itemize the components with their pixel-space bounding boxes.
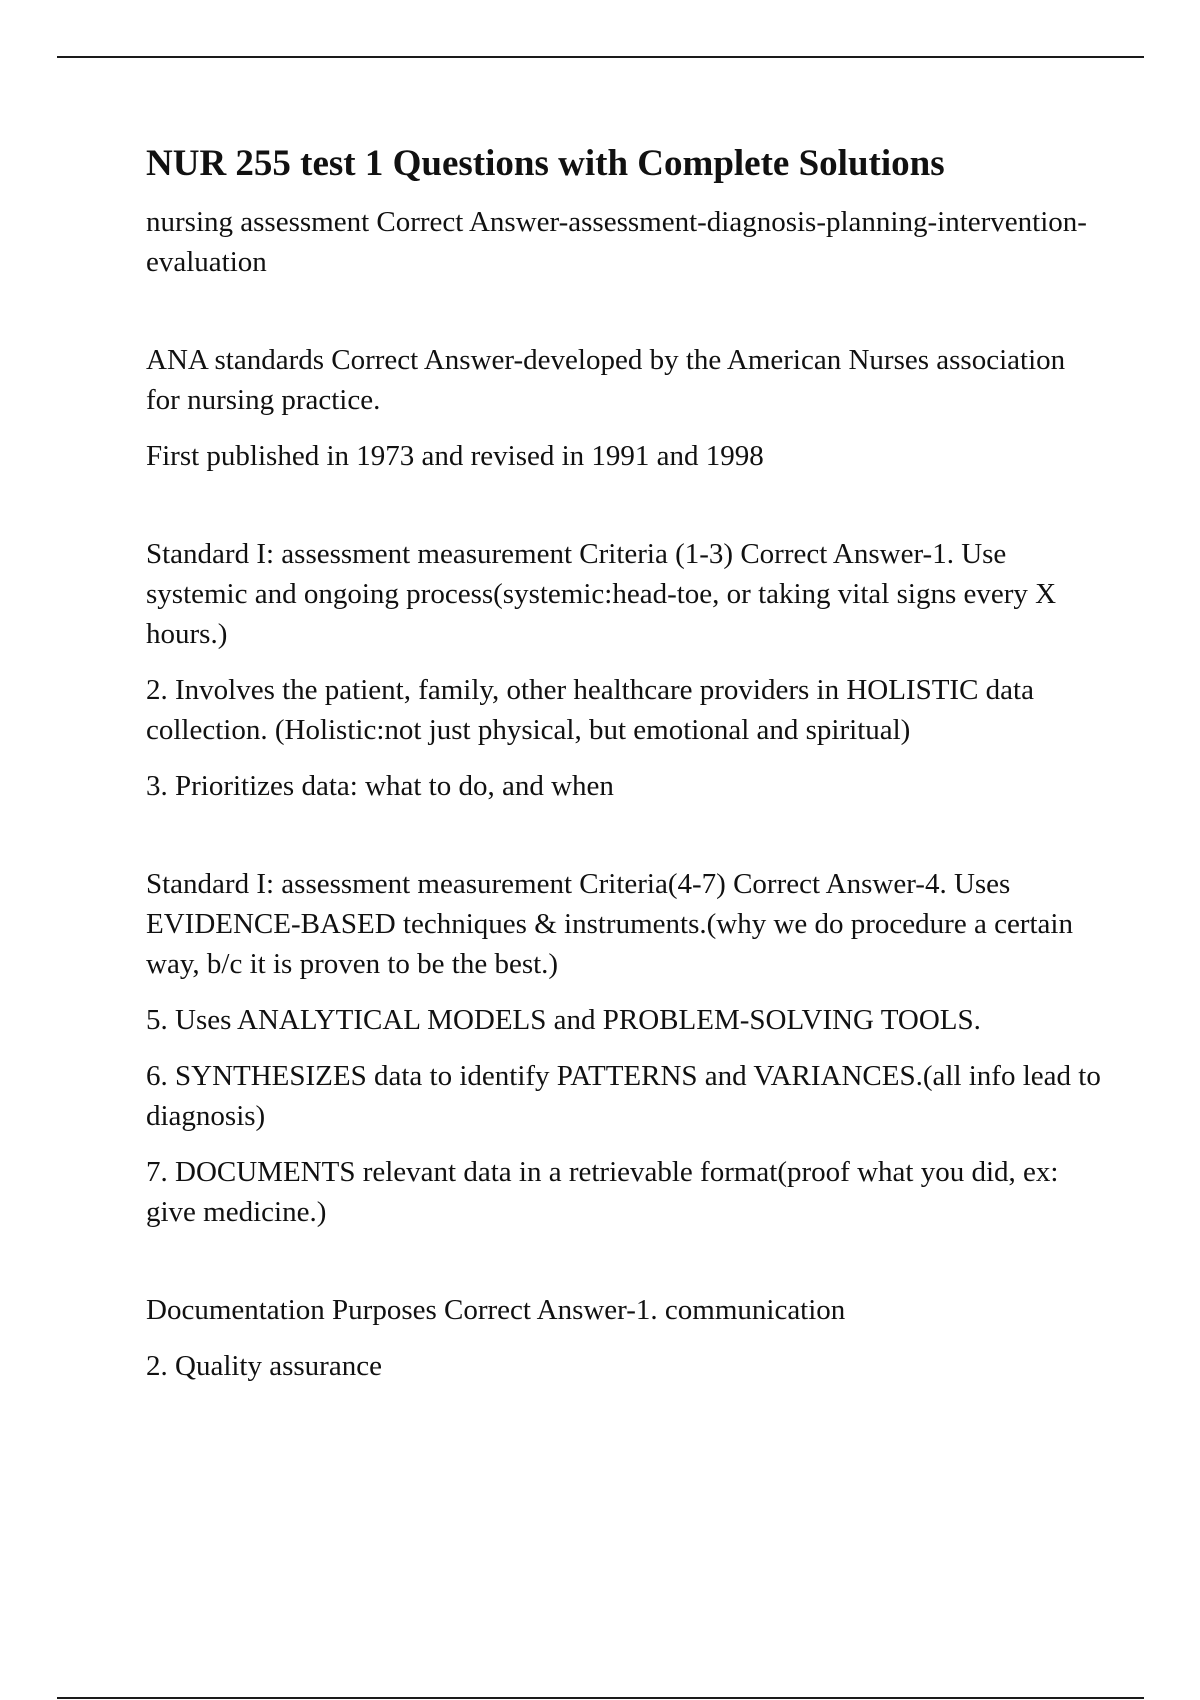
answer-paragraph: 2. Involves the patient, family, other healthcare providers in HOLISTIC data collection. (Holistic:not just physical, but emotional and spiritual) xyxy=(146,674,1034,746)
answer-paragraph: 5. Uses ANALYTICAL MODELS and PROBLEM-SOLVING TOOLS. xyxy=(146,1004,981,1036)
answer-paragraph: 7. DOCUMENTS relevant data in a retrievable format(proof what you did, ex: give medicine.) xyxy=(146,1156,1059,1228)
top-rule xyxy=(57,56,1144,58)
bottom-rule xyxy=(57,1697,1144,1699)
answer-paragraph: First published in 1973 and revised in 1991 and 1998 xyxy=(146,440,764,472)
answer-paragraph: 6. SYNTHESIZES data to identify PATTERNS and VARIANCES.(all info lead to diagnosis) xyxy=(146,1060,1101,1132)
answer-paragraph: nursing assessment Correct Answer-assessment-diagnosis-planning-intervention-evaluation xyxy=(146,206,1087,278)
answer-paragraph: 2. Quality assurance xyxy=(146,1350,382,1382)
qa-entry-standard-i-criteria-1-3 xyxy=(146,534,1106,806)
document-title: NUR 255 test 1 Questions with Complete Solutions xyxy=(146,143,945,184)
qa-entry-ana-standards xyxy=(146,340,1106,476)
qa-entry-nursing-assessment xyxy=(146,202,1106,282)
qa-entry-documentation-purposes xyxy=(146,1290,1106,1386)
answer-paragraph: ANA standards Correct Answer-developed by the American Nurses association for nursing practice. xyxy=(146,344,1066,416)
answer-paragraph: 3. Prioritizes data: what to do, and when xyxy=(146,770,614,802)
answer-paragraph: Standard I: assessment measurement Criteria (1-3) Correct Answer-1. Use systemic and ongoing process(systemic:head-toe, or taking vital signs every X hours.) xyxy=(146,538,1057,650)
document-body xyxy=(146,140,1106,1386)
qa-entry-standard-i-criteria-4-7 xyxy=(146,864,1106,1232)
answer-paragraph: Documentation Purposes Correct Answer-1. communication xyxy=(146,1294,846,1326)
answer-paragraph: Standard I: assessment measurement Criteria(4-7) Correct Answer-4. Uses EVIDENCE-BASED techniques & instruments.(why we do procedure a certain way, b/c it is proven to be the best.) xyxy=(146,868,1073,980)
